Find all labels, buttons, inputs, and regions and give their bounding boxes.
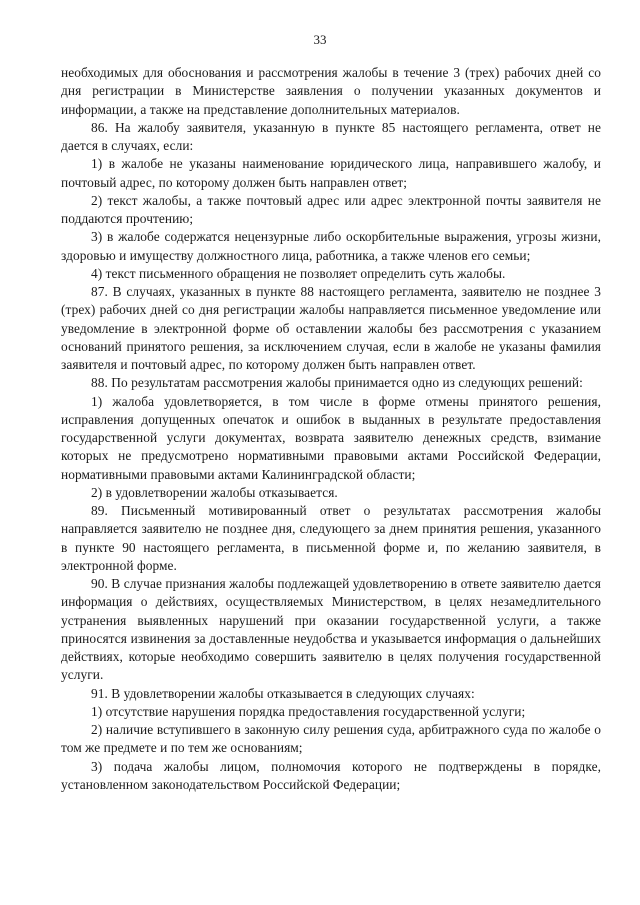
- paragraph-91-item-3: 3) подача жалобы лицом, полномочия которого не подтверждены в порядке, установленном законодательством Российской Федерации;: [61, 758, 601, 792]
- document-body: [61, 64, 601, 794]
- paragraph-91: 91. В удовлетворении жалобы отказывается в следующих случаях:: [91, 685, 475, 701]
- paragraph-90: 90. В случае признания жалобы подлежащей удовлетворению в ответе заявителю дается информация о действиях, осуществляемых Министерством, в целях незамедлительного устранения выявленных нарушений при оказании государственной услуги, а также приносятся извинения за доставленные неудобства и указывается информация о дальнейших действиях, которые необходимо совершить заявителю в целях получения государственной услуги.: [61, 576, 601, 683]
- paragraph-86-item-4: 4) текст письменного обращения не позволяет определить суть жалобы.: [91, 265, 506, 281]
- paragraph-91-item-2: 2) наличие вступившего в законную силу решения суда, арбитражного суда по жалобе о том же предмете и по тем же основаниям;: [61, 722, 601, 756]
- paragraph-86-item-3: 3) в жалобе содержатся нецензурные либо оскорбительные выражения, угрозы жизни, здоровью и имуществу должностного лица, работника, а также членов его семьи;: [61, 229, 601, 263]
- paragraph-87: 87. В случаях, указанных в пункте 88 настоящего регламента, заявителю не позднее 3 (трех) рабочих дней со дня регистрации жалобы направляется письменное уведомление или уведомление в электронной форме об оставлении жалобы без рассмотрения с указанием оснований принятого решения, за исключением случая, если в жалобе не указаны фамилия заявителя и почтовый адрес, по которому должен быть направлен ответ.: [61, 284, 601, 372]
- paragraph-86-item-2: 2) текст жалобы, а также почтовый адрес или адрес электронной почты заявителя не поддаются прочтению;: [61, 192, 601, 226]
- paragraph-88: 88. По результатам рассмотрения жалобы принимается одно из следующих решений:: [91, 375, 583, 391]
- paragraph-89: 89. Письменный мотивированный ответ о результатах рассмотрения жалобы направляется заявителю не позднее дня, следующего за днем принятия решения, указанного в пункте 90 настоящего регламента, в письменной форме и, по желанию заявителя, в электронной форме.: [61, 503, 601, 573]
- paragraph-86-item-1: 1) в жалобе не указаны наименование юридического лица, направившего жалобу, и почтовый адрес, по которому должен быть направлен ответ;: [61, 156, 601, 190]
- page-number: 33: [313, 32, 327, 47]
- paragraph-86: 86. На жалобу заявителя, указанную в пункте 85 настоящего регламента, ответ не дается в случаях, если:: [61, 119, 601, 153]
- paragraph-continuation: необходимых для обоснования и рассмотрения жалобы в течение 3 (трех) рабочих дней со дня регистрации в Министерстве заявления о получении указанных документов и информации, а также на представление дополнительных материалов.: [61, 65, 601, 117]
- paragraph-88-item-2: 2) в удовлетворении жалобы отказывается.: [91, 484, 338, 500]
- paragraph-88-item-1: 1) жалоба удовлетворяется, в том числе в форме отмены принятого решения, исправления допущенных опечаток и ошибок в выданных в результате предоставления государственной услуги документах, возврата заявителю денежных средств, взимание которых не предусмотрено нормативными правовыми актами Российской Федерации, нормативными правовыми актами Калининградской области;: [61, 393, 601, 482]
- paragraph-91-item-1: 1) отсутствие нарушения порядка предоставления государственной услуги;: [91, 703, 526, 719]
